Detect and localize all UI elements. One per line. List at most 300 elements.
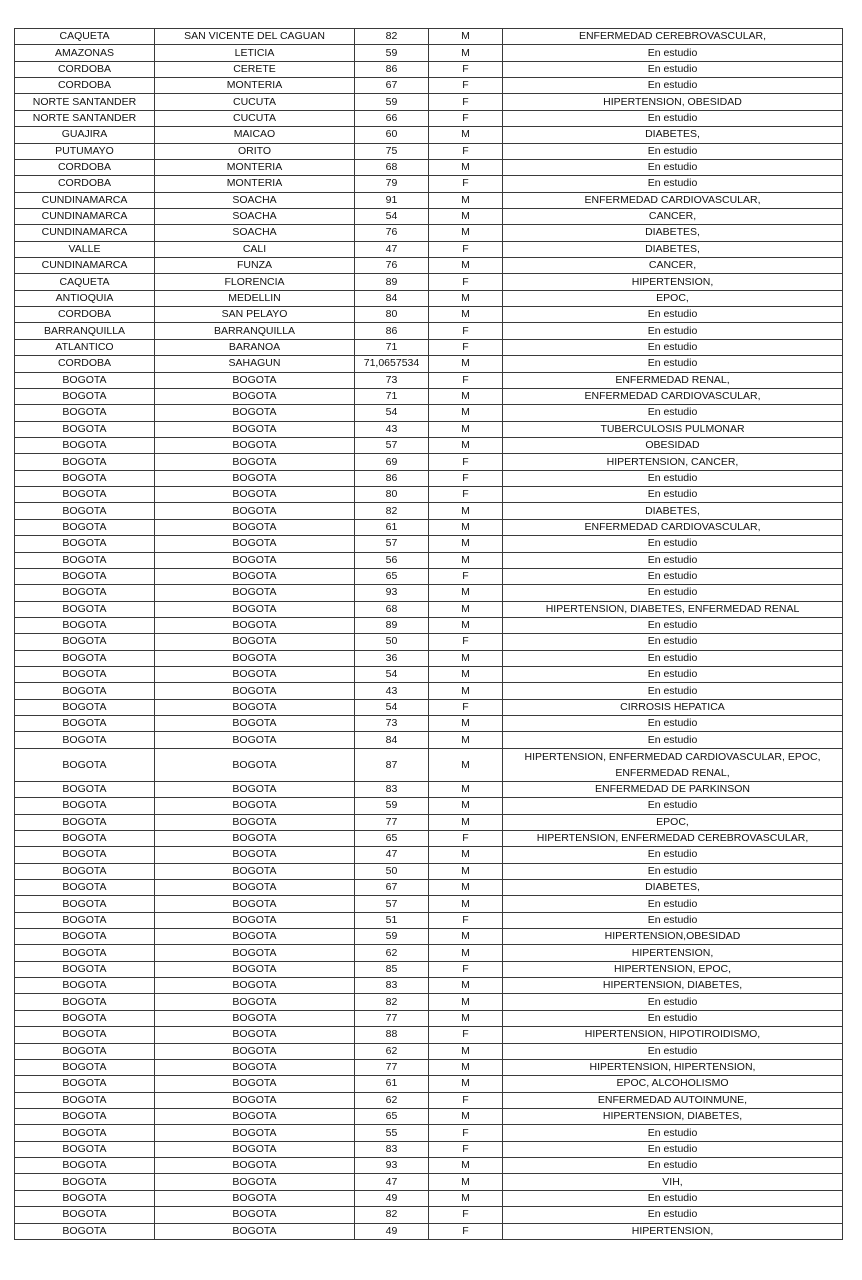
sex-cell: M bbox=[429, 536, 503, 552]
age-cell: 86 bbox=[355, 323, 429, 339]
department-cell: NORTE SANTANDER bbox=[15, 94, 155, 110]
department-cell: ANTIOQUIA bbox=[15, 290, 155, 306]
table-row bbox=[15, 323, 843, 339]
department-cell: BOGOTA bbox=[15, 929, 155, 945]
department-cell: BOGOTA bbox=[15, 683, 155, 699]
department-cell: BOGOTA bbox=[15, 585, 155, 601]
table-row bbox=[15, 667, 843, 683]
table-row bbox=[15, 994, 843, 1010]
comorbidity-cell: TUBERCULOSIS PULMONAR bbox=[503, 421, 843, 437]
table-row bbox=[15, 568, 843, 584]
sex-cell: F bbox=[429, 1092, 503, 1108]
sex-cell: M bbox=[429, 1059, 503, 1075]
municipality-cell: BOGOTA bbox=[155, 388, 355, 404]
department-cell: BOGOTA bbox=[15, 650, 155, 666]
department-cell: BOGOTA bbox=[15, 863, 155, 879]
sex-cell: M bbox=[429, 732, 503, 748]
department-cell: CUNDINAMARCA bbox=[15, 258, 155, 274]
municipality-cell: BOGOTA bbox=[155, 1010, 355, 1026]
municipality-cell: MAICAO bbox=[155, 127, 355, 143]
table-row bbox=[15, 699, 843, 715]
age-cell: 57 bbox=[355, 536, 429, 552]
age-cell: 86 bbox=[355, 470, 429, 486]
age-cell: 71,0657534 bbox=[355, 356, 429, 372]
department-cell: BOGOTA bbox=[15, 1027, 155, 1043]
municipality-cell: BOGOTA bbox=[155, 798, 355, 814]
table-row bbox=[15, 634, 843, 650]
comorbidity-cell: En estudio bbox=[503, 568, 843, 584]
sex-cell: F bbox=[429, 143, 503, 159]
comorbidity-cell: DIABETES, bbox=[503, 503, 843, 519]
department-cell: CUNDINAMARCA bbox=[15, 192, 155, 208]
department-cell: BOGOTA bbox=[15, 1010, 155, 1026]
municipality-cell: BOGOTA bbox=[155, 1174, 355, 1190]
sex-cell: M bbox=[429, 994, 503, 1010]
department-cell: BOGOTA bbox=[15, 405, 155, 421]
table-row bbox=[15, 945, 843, 961]
age-cell: 91 bbox=[355, 192, 429, 208]
table-row bbox=[15, 192, 843, 208]
municipality-cell: BOGOTA bbox=[155, 945, 355, 961]
table-row bbox=[15, 110, 843, 126]
age-cell: 59 bbox=[355, 798, 429, 814]
sex-cell: M bbox=[429, 45, 503, 61]
comorbidity-cell: OBESIDAD bbox=[503, 437, 843, 453]
age-cell: 65 bbox=[355, 568, 429, 584]
sex-cell: M bbox=[429, 814, 503, 830]
age-cell: 77 bbox=[355, 1010, 429, 1026]
sex-cell: M bbox=[429, 356, 503, 372]
sex-cell: M bbox=[429, 667, 503, 683]
municipality-cell: BOGOTA bbox=[155, 568, 355, 584]
sex-cell: M bbox=[429, 1158, 503, 1174]
sex-cell: F bbox=[429, 1207, 503, 1223]
table-row bbox=[15, 388, 843, 404]
table-row bbox=[15, 1043, 843, 1059]
age-cell: 88 bbox=[355, 1027, 429, 1043]
municipality-cell: BOGOTA bbox=[155, 487, 355, 503]
municipality-cell: BOGOTA bbox=[155, 585, 355, 601]
department-cell: BOGOTA bbox=[15, 699, 155, 715]
table-row bbox=[15, 208, 843, 224]
municipality-cell: BOGOTA bbox=[155, 716, 355, 732]
table-row bbox=[15, 929, 843, 945]
comorbidity-cell: En estudio bbox=[503, 487, 843, 503]
municipality-cell: SAN VICENTE DEL CAGUAN bbox=[155, 29, 355, 45]
sex-cell: F bbox=[429, 323, 503, 339]
table-row bbox=[15, 176, 843, 192]
comorbidity-cell: ENFERMEDAD CARDIOVASCULAR, bbox=[503, 519, 843, 535]
comorbidity-cell: ENFERMEDAD CARDIOVASCULAR, bbox=[503, 192, 843, 208]
age-cell: 71 bbox=[355, 339, 429, 355]
municipality-cell: BOGOTA bbox=[155, 699, 355, 715]
sex-cell: M bbox=[429, 421, 503, 437]
age-cell: 66 bbox=[355, 110, 429, 126]
department-cell: CORDOBA bbox=[15, 78, 155, 94]
table-row bbox=[15, 748, 843, 781]
sex-cell: M bbox=[429, 879, 503, 895]
age-cell: 68 bbox=[355, 159, 429, 175]
sex-cell: M bbox=[429, 617, 503, 633]
sex-cell: F bbox=[429, 961, 503, 977]
table-row bbox=[15, 1010, 843, 1026]
department-cell: BOGOTA bbox=[15, 1223, 155, 1239]
sex-cell: F bbox=[429, 78, 503, 94]
department-cell: BOGOTA bbox=[15, 896, 155, 912]
municipality-cell: FLORENCIA bbox=[155, 274, 355, 290]
municipality-cell: FUNZA bbox=[155, 258, 355, 274]
table-row bbox=[15, 503, 843, 519]
comorbidity-cell: ENFERMEDAD RENAL, bbox=[503, 372, 843, 388]
comorbidity-cell: En estudio bbox=[503, 1010, 843, 1026]
municipality-cell: BOGOTA bbox=[155, 814, 355, 830]
municipality-cell: BOGOTA bbox=[155, 994, 355, 1010]
comorbidity-cell: En estudio bbox=[503, 339, 843, 355]
age-cell: 87 bbox=[355, 748, 429, 781]
table-row bbox=[15, 437, 843, 453]
comorbidity-cell: En estudio bbox=[503, 78, 843, 94]
sex-cell: F bbox=[429, 1141, 503, 1157]
sex-cell: M bbox=[429, 585, 503, 601]
table-row bbox=[15, 127, 843, 143]
age-cell: 89 bbox=[355, 617, 429, 633]
comorbidity-cell: En estudio bbox=[503, 1158, 843, 1174]
department-cell: BOGOTA bbox=[15, 437, 155, 453]
sex-cell: M bbox=[429, 1109, 503, 1125]
comorbidity-cell: En estudio bbox=[503, 716, 843, 732]
municipality-cell: BOGOTA bbox=[155, 552, 355, 568]
table-row bbox=[15, 405, 843, 421]
comorbidity-cell: En estudio bbox=[503, 552, 843, 568]
sex-cell: M bbox=[429, 716, 503, 732]
cases-table-body bbox=[15, 29, 843, 1240]
age-cell: 85 bbox=[355, 961, 429, 977]
department-cell: BOGOTA bbox=[15, 879, 155, 895]
age-cell: 67 bbox=[355, 78, 429, 94]
comorbidity-cell: HIPERTENSION,OBESIDAD bbox=[503, 929, 843, 945]
comorbidity-cell: En estudio bbox=[503, 323, 843, 339]
sex-cell: M bbox=[429, 683, 503, 699]
table-row bbox=[15, 487, 843, 503]
department-cell: BOGOTA bbox=[15, 503, 155, 519]
sex-cell: M bbox=[429, 29, 503, 45]
department-cell: BOGOTA bbox=[15, 978, 155, 994]
age-cell: 54 bbox=[355, 699, 429, 715]
municipality-cell: MONTERIA bbox=[155, 159, 355, 175]
department-cell: BOGOTA bbox=[15, 961, 155, 977]
table-row bbox=[15, 356, 843, 372]
age-cell: 43 bbox=[355, 683, 429, 699]
sex-cell: F bbox=[429, 274, 503, 290]
table-row bbox=[15, 961, 843, 977]
municipality-cell: BOGOTA bbox=[155, 1076, 355, 1092]
age-cell: 84 bbox=[355, 732, 429, 748]
municipality-cell: BOGOTA bbox=[155, 519, 355, 535]
comorbidity-cell: En estudio bbox=[503, 307, 843, 323]
department-cell: NORTE SANTANDER bbox=[15, 110, 155, 126]
table-row bbox=[15, 1207, 843, 1223]
department-cell: BOGOTA bbox=[15, 519, 155, 535]
sex-cell: M bbox=[429, 290, 503, 306]
comorbidity-cell: En estudio bbox=[503, 61, 843, 77]
age-cell: 82 bbox=[355, 1207, 429, 1223]
municipality-cell: BOGOTA bbox=[155, 1125, 355, 1141]
sex-cell: F bbox=[429, 487, 503, 503]
department-cell: BOGOTA bbox=[15, 617, 155, 633]
age-cell: 69 bbox=[355, 454, 429, 470]
table-row bbox=[15, 1027, 843, 1043]
table-row bbox=[15, 978, 843, 994]
comorbidity-cell: HIPERTENSION, bbox=[503, 1223, 843, 1239]
department-cell: BOGOTA bbox=[15, 1190, 155, 1206]
municipality-cell: BOGOTA bbox=[155, 683, 355, 699]
table-row bbox=[15, 94, 843, 110]
table-row bbox=[15, 732, 843, 748]
comorbidity-cell: En estudio bbox=[503, 356, 843, 372]
sex-cell: F bbox=[429, 634, 503, 650]
sex-cell: F bbox=[429, 110, 503, 126]
age-cell: 65 bbox=[355, 1109, 429, 1125]
department-cell: BOGOTA bbox=[15, 568, 155, 584]
age-cell: 36 bbox=[355, 650, 429, 666]
age-cell: 54 bbox=[355, 667, 429, 683]
comorbidity-cell: HIPERTENSION, CANCER, bbox=[503, 454, 843, 470]
sex-cell: M bbox=[429, 225, 503, 241]
sex-cell: F bbox=[429, 1125, 503, 1141]
department-cell: BOGOTA bbox=[15, 421, 155, 437]
comorbidity-cell: En estudio bbox=[503, 585, 843, 601]
age-cell: 62 bbox=[355, 1043, 429, 1059]
comorbidity-cell: En estudio bbox=[503, 45, 843, 61]
department-cell: VALLE bbox=[15, 241, 155, 257]
age-cell: 47 bbox=[355, 241, 429, 257]
sex-cell: F bbox=[429, 470, 503, 486]
age-cell: 89 bbox=[355, 274, 429, 290]
department-cell: BOGOTA bbox=[15, 781, 155, 797]
sex-cell: F bbox=[429, 61, 503, 77]
department-cell: BOGOTA bbox=[15, 945, 155, 961]
municipality-cell: ORITO bbox=[155, 143, 355, 159]
age-cell: 73 bbox=[355, 372, 429, 388]
municipality-cell: BARANOA bbox=[155, 339, 355, 355]
comorbidity-cell: EPOC, ALCOHOLISMO bbox=[503, 1076, 843, 1092]
sex-cell: M bbox=[429, 1076, 503, 1092]
comorbidity-cell: HIPERTENSION, bbox=[503, 274, 843, 290]
table-row bbox=[15, 1109, 843, 1125]
department-cell: BOGOTA bbox=[15, 748, 155, 781]
age-cell: 76 bbox=[355, 258, 429, 274]
department-cell: BOGOTA bbox=[15, 732, 155, 748]
sex-cell: M bbox=[429, 1174, 503, 1190]
municipality-cell: BOGOTA bbox=[155, 978, 355, 994]
department-cell: AMAZONAS bbox=[15, 45, 155, 61]
sex-cell: F bbox=[429, 699, 503, 715]
table-row bbox=[15, 781, 843, 797]
sex-cell: F bbox=[429, 568, 503, 584]
municipality-cell: SAHAGUN bbox=[155, 356, 355, 372]
sex-cell: M bbox=[429, 405, 503, 421]
age-cell: 83 bbox=[355, 1141, 429, 1157]
sex-cell: M bbox=[429, 896, 503, 912]
table-row bbox=[15, 1158, 843, 1174]
municipality-cell: BOGOTA bbox=[155, 667, 355, 683]
age-cell: 50 bbox=[355, 634, 429, 650]
table-row bbox=[15, 1190, 843, 1206]
table-row bbox=[15, 78, 843, 94]
sex-cell: M bbox=[429, 748, 503, 781]
municipality-cell: BOGOTA bbox=[155, 634, 355, 650]
department-cell: BOGOTA bbox=[15, 1092, 155, 1108]
table-row bbox=[15, 454, 843, 470]
age-cell: 83 bbox=[355, 978, 429, 994]
table-row bbox=[15, 798, 843, 814]
sex-cell: M bbox=[429, 503, 503, 519]
sex-cell: F bbox=[429, 372, 503, 388]
department-cell: BARRANQUILLA bbox=[15, 323, 155, 339]
comorbidity-cell: En estudio bbox=[503, 667, 843, 683]
sex-cell: M bbox=[429, 192, 503, 208]
table-row bbox=[15, 258, 843, 274]
sex-cell: M bbox=[429, 650, 503, 666]
department-cell: CORDOBA bbox=[15, 61, 155, 77]
table-row bbox=[15, 863, 843, 879]
department-cell: BOGOTA bbox=[15, 536, 155, 552]
table-row bbox=[15, 372, 843, 388]
table-row bbox=[15, 339, 843, 355]
sex-cell: M bbox=[429, 863, 503, 879]
sex-cell: F bbox=[429, 830, 503, 846]
age-cell: 62 bbox=[355, 1092, 429, 1108]
municipality-cell: BOGOTA bbox=[155, 372, 355, 388]
department-cell: BOGOTA bbox=[15, 470, 155, 486]
comorbidity-cell: En estudio bbox=[503, 405, 843, 421]
department-cell: BOGOTA bbox=[15, 994, 155, 1010]
comorbidity-cell: ENFERMEDAD AUTOINMUNE, bbox=[503, 1092, 843, 1108]
age-cell: 51 bbox=[355, 912, 429, 928]
municipality-cell: BOGOTA bbox=[155, 503, 355, 519]
department-cell: BOGOTA bbox=[15, 388, 155, 404]
municipality-cell: LETICIA bbox=[155, 45, 355, 61]
comorbidity-cell: HIPERTENSION, DIABETES, ENFERMEDAD RENAL bbox=[503, 601, 843, 617]
table-row bbox=[15, 1125, 843, 1141]
municipality-cell: BOGOTA bbox=[155, 879, 355, 895]
department-cell: BOGOTA bbox=[15, 1158, 155, 1174]
table-row bbox=[15, 683, 843, 699]
municipality-cell: BOGOTA bbox=[155, 863, 355, 879]
comorbidity-cell: ENFERMEDAD DE PARKINSON bbox=[503, 781, 843, 797]
age-cell: 43 bbox=[355, 421, 429, 437]
age-cell: 62 bbox=[355, 945, 429, 961]
municipality-cell: BOGOTA bbox=[155, 421, 355, 437]
department-cell: BOGOTA bbox=[15, 830, 155, 846]
comorbidity-cell: En estudio bbox=[503, 1207, 843, 1223]
municipality-cell: BOGOTA bbox=[155, 437, 355, 453]
age-cell: 61 bbox=[355, 1076, 429, 1092]
comorbidity-cell: DIABETES, bbox=[503, 225, 843, 241]
comorbidity-cell: En estudio bbox=[503, 994, 843, 1010]
department-cell: BOGOTA bbox=[15, 798, 155, 814]
comorbidity-cell: En estudio bbox=[503, 536, 843, 552]
age-cell: 93 bbox=[355, 1158, 429, 1174]
municipality-cell: BOGOTA bbox=[155, 961, 355, 977]
department-cell: CUNDINAMARCA bbox=[15, 225, 155, 241]
department-cell: GUAJIRA bbox=[15, 127, 155, 143]
sex-cell: M bbox=[429, 307, 503, 323]
comorbidity-cell: HIPERTENSION, HIPERTENSION, bbox=[503, 1059, 843, 1075]
table-row bbox=[15, 585, 843, 601]
municipality-cell: BOGOTA bbox=[155, 830, 355, 846]
comorbidity-cell: HIPERTENSION, ENFERMEDAD CEREBROVASCULAR, bbox=[503, 830, 843, 846]
municipality-cell: BOGOTA bbox=[155, 748, 355, 781]
table-row bbox=[15, 617, 843, 633]
table-row bbox=[15, 29, 843, 45]
sex-cell: M bbox=[429, 929, 503, 945]
comorbidity-cell: En estudio bbox=[503, 1125, 843, 1141]
age-cell: 54 bbox=[355, 405, 429, 421]
municipality-cell: BOGOTA bbox=[155, 1059, 355, 1075]
age-cell: 57 bbox=[355, 896, 429, 912]
department-cell: CAQUETA bbox=[15, 29, 155, 45]
table-row bbox=[15, 1059, 843, 1075]
department-cell: BOGOTA bbox=[15, 601, 155, 617]
age-cell: 82 bbox=[355, 29, 429, 45]
comorbidity-cell: En estudio bbox=[503, 650, 843, 666]
comorbidity-cell: HIPERTENSION, bbox=[503, 945, 843, 961]
comorbidity-cell: EPOC, bbox=[503, 814, 843, 830]
municipality-cell: BOGOTA bbox=[155, 454, 355, 470]
department-cell: BOGOTA bbox=[15, 372, 155, 388]
table-row bbox=[15, 159, 843, 175]
comorbidity-cell: En estudio bbox=[503, 863, 843, 879]
sex-cell: M bbox=[429, 945, 503, 961]
age-cell: 71 bbox=[355, 388, 429, 404]
comorbidity-cell: HIPERTENSION, DIABETES, bbox=[503, 1109, 843, 1125]
municipality-cell: BOGOTA bbox=[155, 896, 355, 912]
table-row bbox=[15, 290, 843, 306]
municipality-cell: BOGOTA bbox=[155, 1190, 355, 1206]
department-cell: BOGOTA bbox=[15, 487, 155, 503]
municipality-cell: BOGOTA bbox=[155, 601, 355, 617]
sex-cell: M bbox=[429, 847, 503, 863]
department-cell: BOGOTA bbox=[15, 1059, 155, 1075]
municipality-cell: BOGOTA bbox=[155, 536, 355, 552]
department-cell: CORDOBA bbox=[15, 159, 155, 175]
age-cell: 59 bbox=[355, 45, 429, 61]
comorbidity-cell: En estudio bbox=[503, 1043, 843, 1059]
table-row bbox=[15, 912, 843, 928]
comorbidity-cell: HIPERTENSION, EPOC, bbox=[503, 961, 843, 977]
municipality-cell: SOACHA bbox=[155, 192, 355, 208]
comorbidity-cell: CANCER, bbox=[503, 208, 843, 224]
municipality-cell: BOGOTA bbox=[155, 1027, 355, 1043]
municipality-cell: BOGOTA bbox=[155, 1043, 355, 1059]
table-row bbox=[15, 241, 843, 257]
age-cell: 79 bbox=[355, 176, 429, 192]
sex-cell: F bbox=[429, 1027, 503, 1043]
table-row bbox=[15, 307, 843, 323]
age-cell: 49 bbox=[355, 1190, 429, 1206]
comorbidity-cell: En estudio bbox=[503, 847, 843, 863]
comorbidity-cell: En estudio bbox=[503, 732, 843, 748]
comorbidity-cell: En estudio bbox=[503, 470, 843, 486]
department-cell: BOGOTA bbox=[15, 1141, 155, 1157]
age-cell: 84 bbox=[355, 290, 429, 306]
department-cell: CORDOBA bbox=[15, 176, 155, 192]
sex-cell: M bbox=[429, 388, 503, 404]
municipality-cell: BOGOTA bbox=[155, 1141, 355, 1157]
sex-cell: M bbox=[429, 258, 503, 274]
municipality-cell: BOGOTA bbox=[155, 732, 355, 748]
